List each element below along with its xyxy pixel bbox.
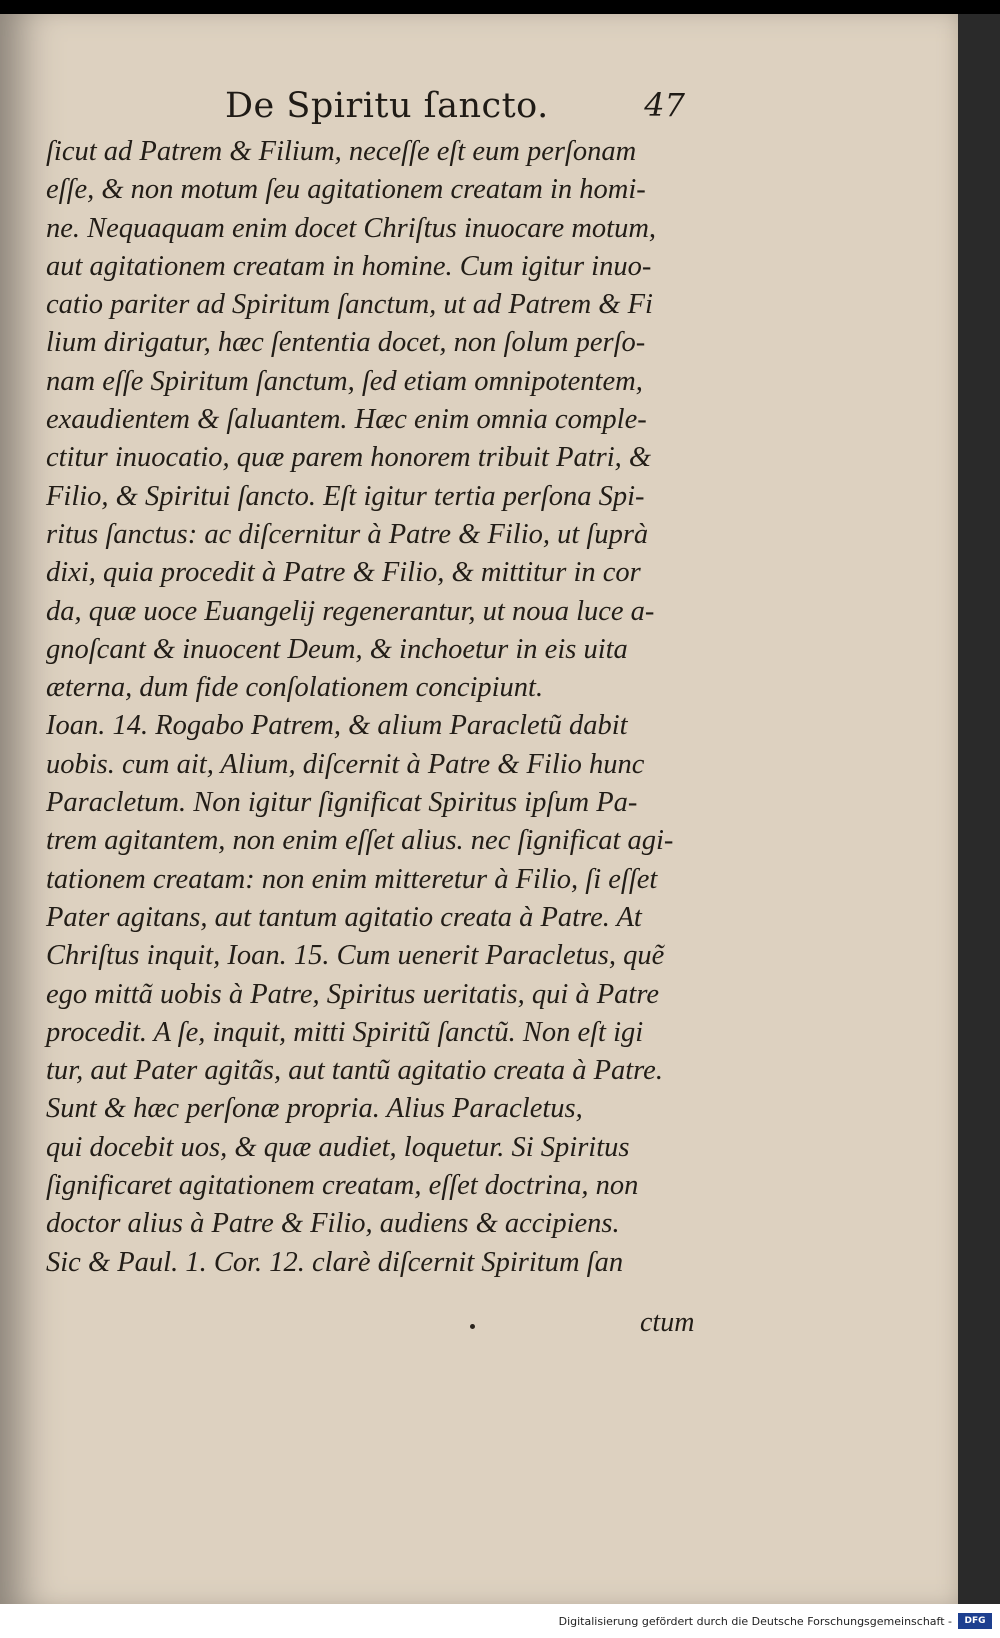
text-line: Paracletum. Non igitur ſignificat Spiritus ipſum Pa- xyxy=(46,787,638,819)
text-line: uobis. cum ait, Alium, diſcernit à Patre & Filio hunc xyxy=(46,748,645,780)
text-line: lium dirigatur, hæc ſententia docet, non ſolum perſo- xyxy=(46,327,646,359)
body-text xyxy=(46,133,696,1282)
signature-mark xyxy=(470,1324,475,1329)
text-line: ego mittã uobis à Patre, Spiritus ueritatis, qui à Patre xyxy=(46,978,660,1010)
text-line: trem agitantem, non enim eſſet alius. nec ſignificat agi- xyxy=(46,825,674,857)
footer-credit: Digitalisierung gefördert durch die Deutsche Forschungsgemeinschaft - xyxy=(558,1615,952,1628)
text-line: qui docebit uos, & quæ audiet, loquetur. Si Spiritus xyxy=(46,1131,630,1163)
footer-bar xyxy=(0,1604,1000,1638)
text-line: tationem creatam: non enim mitteretur à Filio, ſi eſſet xyxy=(46,863,658,895)
catchword: ctum xyxy=(640,1307,695,1338)
text-line: doctor alius à Patre & Filio, audiens & accipiens. xyxy=(46,1208,620,1240)
text-line: Ioan. 14. Rogabo Patrem, & alium Paracletũ dabit xyxy=(46,710,628,742)
text-line: ritus ſanctus: ac diſcernitur à Patre & Filio, ut ſuprà xyxy=(46,518,649,550)
text-line: aut agitationem creatam in homine. Cum igitur inuo- xyxy=(46,250,652,282)
page-number: 47 xyxy=(644,86,685,124)
text-line: nam eſſe Spiritum ſanctum, ſed etiam omnipotentem, xyxy=(46,365,643,397)
page-header xyxy=(225,86,685,136)
text-line: catio pariter ad Spiritum ſanctum, ut ad Patrem & Fi xyxy=(46,289,653,321)
running-title: De Spiritu ſancto. xyxy=(225,86,549,126)
text-line: ctitur inuocatio, quæ parem honorem tribuit Patri, & xyxy=(46,442,652,474)
text-line: eſſe, & non motum ſeu agitationem creatam in homi- xyxy=(46,174,646,206)
text-line: ne. Nequaquam enim docet Chriſtus inuocare motum, xyxy=(46,212,657,244)
text-line: Filio, & Spiritui ſancto. Eſt igitur tertia perſona Spi- xyxy=(46,480,645,512)
text-line: ſignificaret agitationem creatam, eſſet doctrina, non xyxy=(46,1170,639,1202)
text-line: tur, aut Pater agitãs, aut tantũ agitatio creata à Patre. xyxy=(46,1055,663,1087)
text-line: æterna, dum fide conſolationem concipiunt. xyxy=(46,672,544,704)
text-line: gnoſcant & inuocent Deum, & inchoetur in eis uita xyxy=(46,633,628,665)
text-line: ſicut ad Patrem & Filium, neceſſe eſt eum perſonam xyxy=(46,136,637,167)
text-line: Sic & Paul. 1. Cor. 12. clarè diſcernit Spiritum ſan xyxy=(46,1246,624,1278)
page-edge xyxy=(958,14,1000,1604)
text-line: exaudientem & ſaluantem. Hæc enim omnia comple- xyxy=(46,404,647,436)
text-line: Sunt & hæc perſonæ propria. Alius Paracletus, xyxy=(46,1093,583,1125)
dfg-logo-icon: DFG xyxy=(958,1613,992,1629)
text-line: procedit. A ſe, inquit, mitti Spiritũ ſanctũ. Non eſt igi xyxy=(46,1016,644,1048)
text-line: Pater agitans, aut tantum agitatio creata à Patre. At xyxy=(46,901,642,933)
text-line: da, quæ uoce Euangelij regenerantur, ut noua luce a- xyxy=(46,595,655,627)
text-line: dixi, quia procedit à Patre & Filio, & mittitur in cor xyxy=(46,557,641,589)
text-line: Chriſtus inquit, Ioan. 15. Cum uenerit Paracletus, quẽ xyxy=(46,940,665,972)
